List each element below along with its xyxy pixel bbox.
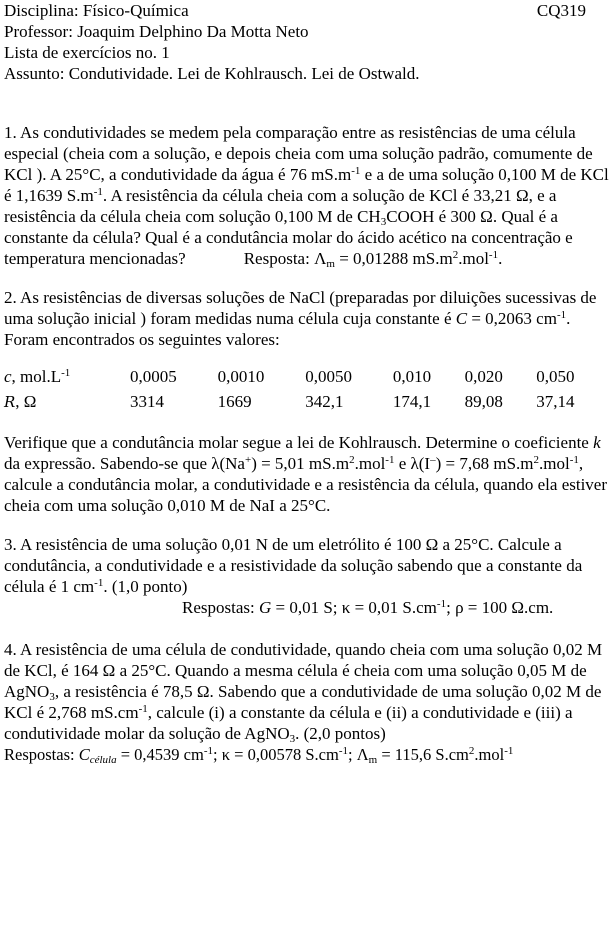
- list-title: Lista de exercícios no. 1: [4, 43, 170, 62]
- values-table: [4, 366, 608, 416]
- table-cell: 0,020: [464, 367, 503, 386]
- table-cell: 0,0005: [130, 367, 177, 386]
- table-cell: 174,1: [392, 392, 432, 411]
- discipline: Disciplina: Físico-Química: [4, 1, 189, 20]
- table-cell: 1669: [217, 392, 252, 411]
- spacer: [4, 350, 612, 366]
- table-row-concentration: [4, 366, 608, 391]
- answer-4: Respostas: $C_{célula} = 0,4539$ $cm^{-1}$; κ = 0,00578 $S.cm^{-1}$; $\Lambda_m = 115,6$ $S.cm^2.mol^{-1}$: [4, 745, 514, 766]
- spacer: [4, 618, 612, 639]
- subject: Assunto: Condutividade. Lei de Kohlrausch. Lei de Ostwald.: [4, 64, 420, 83]
- row-label-concentration: c, $mol.L^{-1}$: [4, 367, 71, 386]
- question-1: 1. As condutividades se medem pela comparação entre as resistências de uma célula especial (cheia com a solução, e depois cheia com uma solução padrão, comumente de KCl ). A 25°C, a condutividade da água é 76 $mS.m^{-1}$ e a de uma solução 0,100 M de KCl é 1,1639 $S.m^{-1}$. A resistência da célula cheia com a solução de KCl é 33,21 Ω, e a resistência da célula cheia com solução 0,100 M de $CH_3COOH$ é 300 Ω. Qual é a constante da célula? Qual é a condutância molar do ácido acético na concentração e temperatura mencionadas? Resposta: $\Lambda_m = 0,01288$ $mS.m^2.mol^{-1}$.: [4, 123, 609, 270]
- question-3: 3. A resistência de uma solução 0,01 N de um eletrólito é 100 Ω a 25°C. Calcule a condutância, a condutividade e a resistividade da solução sabendo que a constante da célula é 1 $cm^{-1}$. (1,0 ponto): [4, 535, 583, 596]
- table-cell: 89,08: [464, 392, 503, 411]
- question-2: 2. As resistências de diversas soluções de NaCl (preparadas por diluições sucessivas de uma solução inicial ) foram medidas numa célula cuja constante é C = 0,2063 $cm^{-1}$. Foram encontrados os seguintes valores:: [4, 288, 597, 349]
- course-code: CQ319: [536, 1, 586, 20]
- spacer: [4, 269, 612, 287]
- header-discipline-line: [4, 0, 612, 21]
- answer-3: Respostas: G = 0,01 S; κ = 0,01 $S.cm^{-1}$; ρ = 100 Ω.cm.: [182, 598, 554, 617]
- table-cell: 0,010: [392, 367, 432, 386]
- table-cell: 0,0010: [217, 367, 265, 386]
- table-cell: 0,0050: [305, 367, 352, 386]
- document-page: [4, 0, 612, 765]
- table-row-resistance: [4, 391, 608, 416]
- answer-1: Resposta: $\Lambda_m = 0,01288$ $mS.m^2.mol^{-1}$.: [243, 249, 503, 270]
- question-2-continued: Verifique que a condutância molar segue a lei de Kohlrausch. Determine o coeficiente k da expressão. Sabendo-se que λ(Na+) = 5,01 $mS.m^2.mol^{-1}$ e λ(I–) = 7,68 $mS.m^2.mol^{-1}$, calcule a condutância molar, a condutividade e a resistência da célula, quando ela estiver cheia com uma solução 0,010 M de NaI a 25°C.: [4, 433, 608, 515]
- professor: Professor: Joaquim Delphino Da Motta Neto: [4, 22, 309, 41]
- table-cell: 0,050: [536, 367, 575, 386]
- table-cell: 37,14: [536, 392, 575, 411]
- spacer: [4, 84, 612, 122]
- row-label-resistance: R, Ω: [4, 392, 37, 411]
- question-4: 4. A resistência de uma célula de condutividade, quando cheia com uma solução 0,02 M de KCl, é 164 Ω a 25°C. Quando a mesma célula é cheia com uma solução 0,05 M de AgNO$_3$, a resistência é 78,5 Ω. Sabendo que a condutividade de uma solução 0,02 M de KCl é 2,768 $mS.cm^{-1}$, calcule (i) a constante da célula e (ii) a condutividade e (iii) a condutividade molar da solução de AgNO$_3$. (2,0 pontos): [4, 640, 603, 745]
- table-cell: 3314: [130, 392, 164, 411]
- table-cell: 342,1: [305, 392, 344, 411]
- spacer: [4, 416, 612, 432]
- spacer: [4, 516, 612, 534]
